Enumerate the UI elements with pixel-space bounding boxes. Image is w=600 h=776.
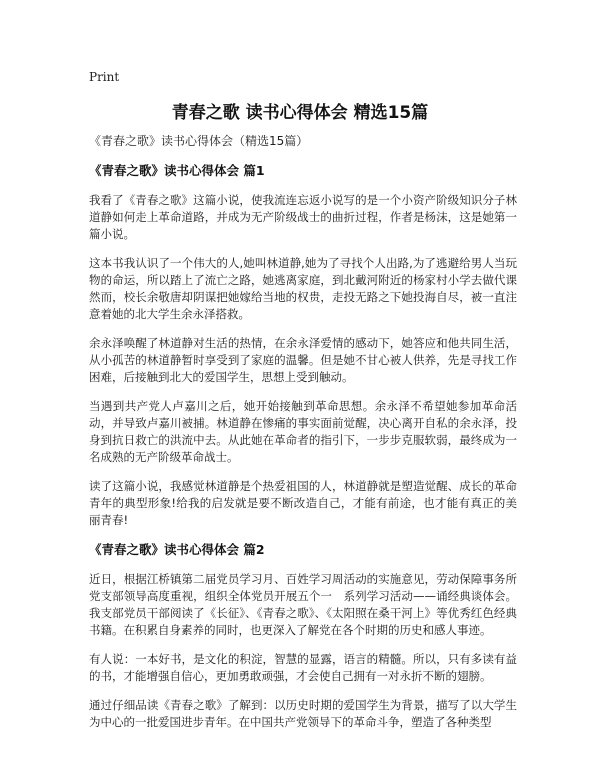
paragraph: 这本书我认识了一个伟大的人,她叫林道静,她为了寻找个人出路,为了逃避给男人当玩物的命运，所以踏上了流亡之路，她逃离家庭，到北戴河附近的杨家村小学去做代课然而，校长余敬唐却阴谋把她嫁给当地的权贵，走投无路之下她投海自尽，被一直注意着她的北大学生余永泽搭救。 (89, 256, 517, 321)
paragraph: 有人说：一本好书，是文化的积淀，智慧的显露，语言的精髓。所以，只有多读有益的书，才能增强自信心，更加勇敢顽强，才会使自己拥有一对永折不断的翅膀。 (89, 652, 517, 683)
paragraph: 通过仔细品读《青春之歌》了解到：以历史时期的爱国学生为背景，描写了以大学生为中心的一批爱国进步青年。在中国共产党领导下的革命斗争，塑造了各种类型 (89, 698, 517, 729)
paragraph: 我看了《青春之歌》这篇小说，使我流连忘返小说写的是一个小资产阶级知识分子林道静如何走上革命道路，并成为无产阶级战士的曲折过程，作者是杨沫，这是她第一篇小说。 (89, 193, 517, 241)
paragraph: 余永泽唤醒了林道静对生活的热情，在余永泽爱情的感动下，她答应和他共同生活，从小孤苦的林道静暂时享受到了家庭的温馨。但是她不甘心被人供养，先是寻找工作困难，后接触到北大的爱国学生，思想上受到触动。 (89, 336, 517, 384)
article-body (89, 162, 517, 743)
page-title: 青春之歌 读书心得体会 精选15篇 (171, 103, 429, 123)
section-heading-2: 《青春之歌》读书心得体会 篇2 (89, 542, 265, 557)
paragraph: 当遇到共产党人卢嘉川之后，她开始接触到革命思想。余永泽不希望她参加革命活动，并导致卢嘉川被捕。林道静在惨痛的事实面前觉醒，决心离开自私的余永泽，投身到抗日救亡的洪流中去。从此她在革命者的指引下，一步步克服软弱，最终成为一名成熟的无产阶级革命战士。 (89, 399, 517, 464)
paragraph: 近日，根据江桥镇第二届党员学习月、百姓学习周活动的实施意见，劳动保障事务所党支部领导高度重视，组织全体党员开展五个一 系列学习活动——诵经典谈体会。我支部党员干部阅读了《长征》、《青春之歌》、《太阳照在桑干河上》等优秀红色经典书籍。在积累自身素养的同时，也更深入了解党在各个时期的历史和感人事迹。 (89, 572, 517, 637)
paragraph: 读了这篇小说，我感觉林道静是个热爱祖国的人，林道静就是塑造觉醒、成长的革命青年的典型形象!给我的启发就是要不断改造自己，才能有前途，也才能有真正的美丽青春! (89, 479, 517, 527)
page-subtitle: 《青春之歌》读书心得体会（精选15篇） (89, 134, 309, 148)
print-link[interactable]: Print (89, 70, 120, 84)
section-heading-1: 《青春之歌》读书心得体会 篇1 (89, 163, 265, 178)
